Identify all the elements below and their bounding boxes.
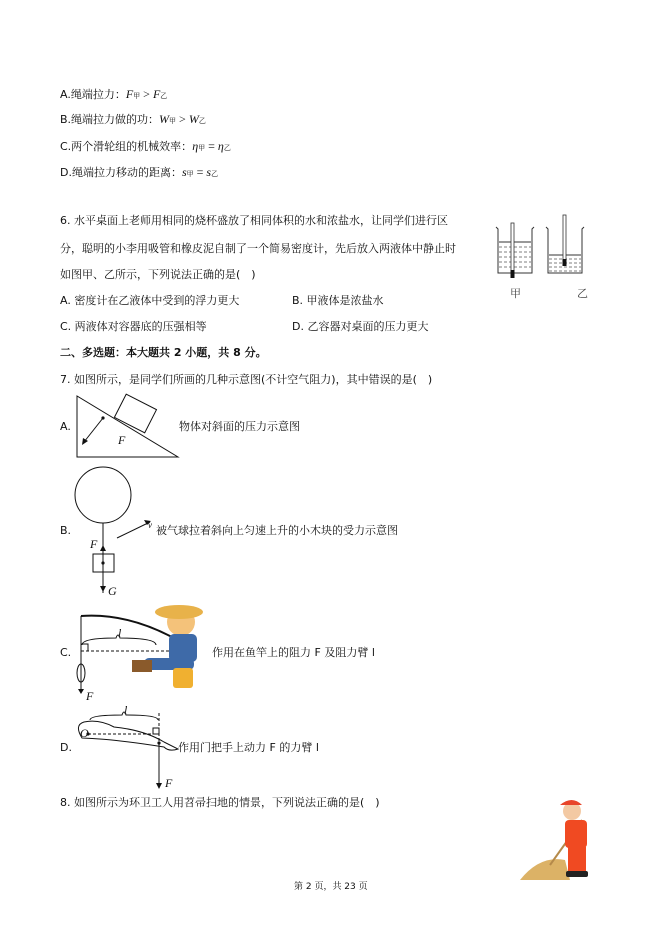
q7-stem: 7. 如图所示，是同学们所画的几种示意图(不计空气阻力)，其中错误的是( ) (60, 373, 433, 386)
q8-stem: 8. 如图所示为环卫工人用苕帚扫地的情景，下列说法正确的是( ) (60, 796, 380, 809)
q7-option-d-caption: 作用门把手上动力 F 的力臂 l (178, 741, 319, 754)
option-label: B.绳端拉力做的功： (60, 113, 160, 126)
q7-option-c-caption: 作用在鱼竿上的阻力 F 及阻力臂 l (212, 646, 375, 659)
symbol-l-c: l (118, 626, 122, 640)
q7-option-b-caption: 被气球拉着斜向上匀速上升的小木块的受力示意图 (156, 524, 398, 537)
q6-option-a: A. 密度计在乙液体中受到的浮力更大 (60, 294, 240, 307)
math-expression: F甲 > F乙 (125, 87, 168, 101)
option-label: A.绳端拉力： (60, 88, 126, 101)
q6-option-c: C. 两液体对容器底的压强相等 (60, 320, 207, 333)
fishing-figure (76, 600, 211, 695)
q7-option-a-caption: 物体对斜面的压力示意图 (179, 420, 300, 433)
q5-option (60, 139, 231, 155)
section-heading: 二、多选题：本大题共 2 小题，共 8 分。 (60, 346, 267, 359)
option-label: D.绳端拉力移动的距离： (60, 166, 182, 179)
incline-figure (76, 394, 186, 460)
q6-stem-line-3: 如图甲、乙所示，下列说法正确的是( ) (60, 268, 256, 281)
beaker-label-yi: 乙 (577, 287, 588, 300)
sweeper-illustration (520, 795, 595, 885)
beakers-figure (492, 215, 612, 295)
q7-option-d-label: D. (60, 741, 72, 754)
q5-option (60, 112, 206, 128)
q5-option (60, 87, 167, 103)
q7-option-a-label: A. (60, 420, 71, 433)
symbol-v-b: v (148, 520, 152, 530)
q7-option-c-label: C. (60, 646, 72, 659)
symbol-f-d: F (165, 776, 173, 790)
q7-option-b-label: B. (60, 524, 72, 537)
math-expression: s甲 = s乙 (181, 165, 219, 179)
math-expression: W甲 > W乙 (159, 112, 206, 126)
q6-option-b: B. 甲液体是浓盐水 (292, 294, 384, 307)
symbol-f-a: F (118, 433, 126, 447)
page-footer: 第 2 页，共 23 页 (294, 882, 368, 892)
balloon-figure (70, 466, 160, 596)
symbol-o-d: O (80, 726, 89, 740)
symbol-l-d: l (124, 703, 128, 717)
math-expression: η甲 = η乙 (192, 139, 231, 153)
q5-option (60, 165, 218, 181)
symbol-f-b: F (90, 537, 98, 551)
option-label: C.两个滑轮组的机械效率： (60, 140, 193, 153)
symbol-g-b: G (108, 584, 117, 598)
beaker-label-jia: 甲 (510, 287, 521, 300)
q6-stem-line-2: 分，聪明的小李用吸管和橡皮泥自制了一个简易密度计，先后放入两液体中静止时 (60, 242, 456, 255)
symbol-f-c: F (86, 689, 94, 703)
q6-option-d: D. 乙容器对桌面的压力更大 (292, 320, 429, 333)
q6-stem-line-1: 6. 水平桌面上老师用相同的烧杯盛放了相同体积的水和浓盐水，让同学们进行区 (60, 214, 448, 227)
